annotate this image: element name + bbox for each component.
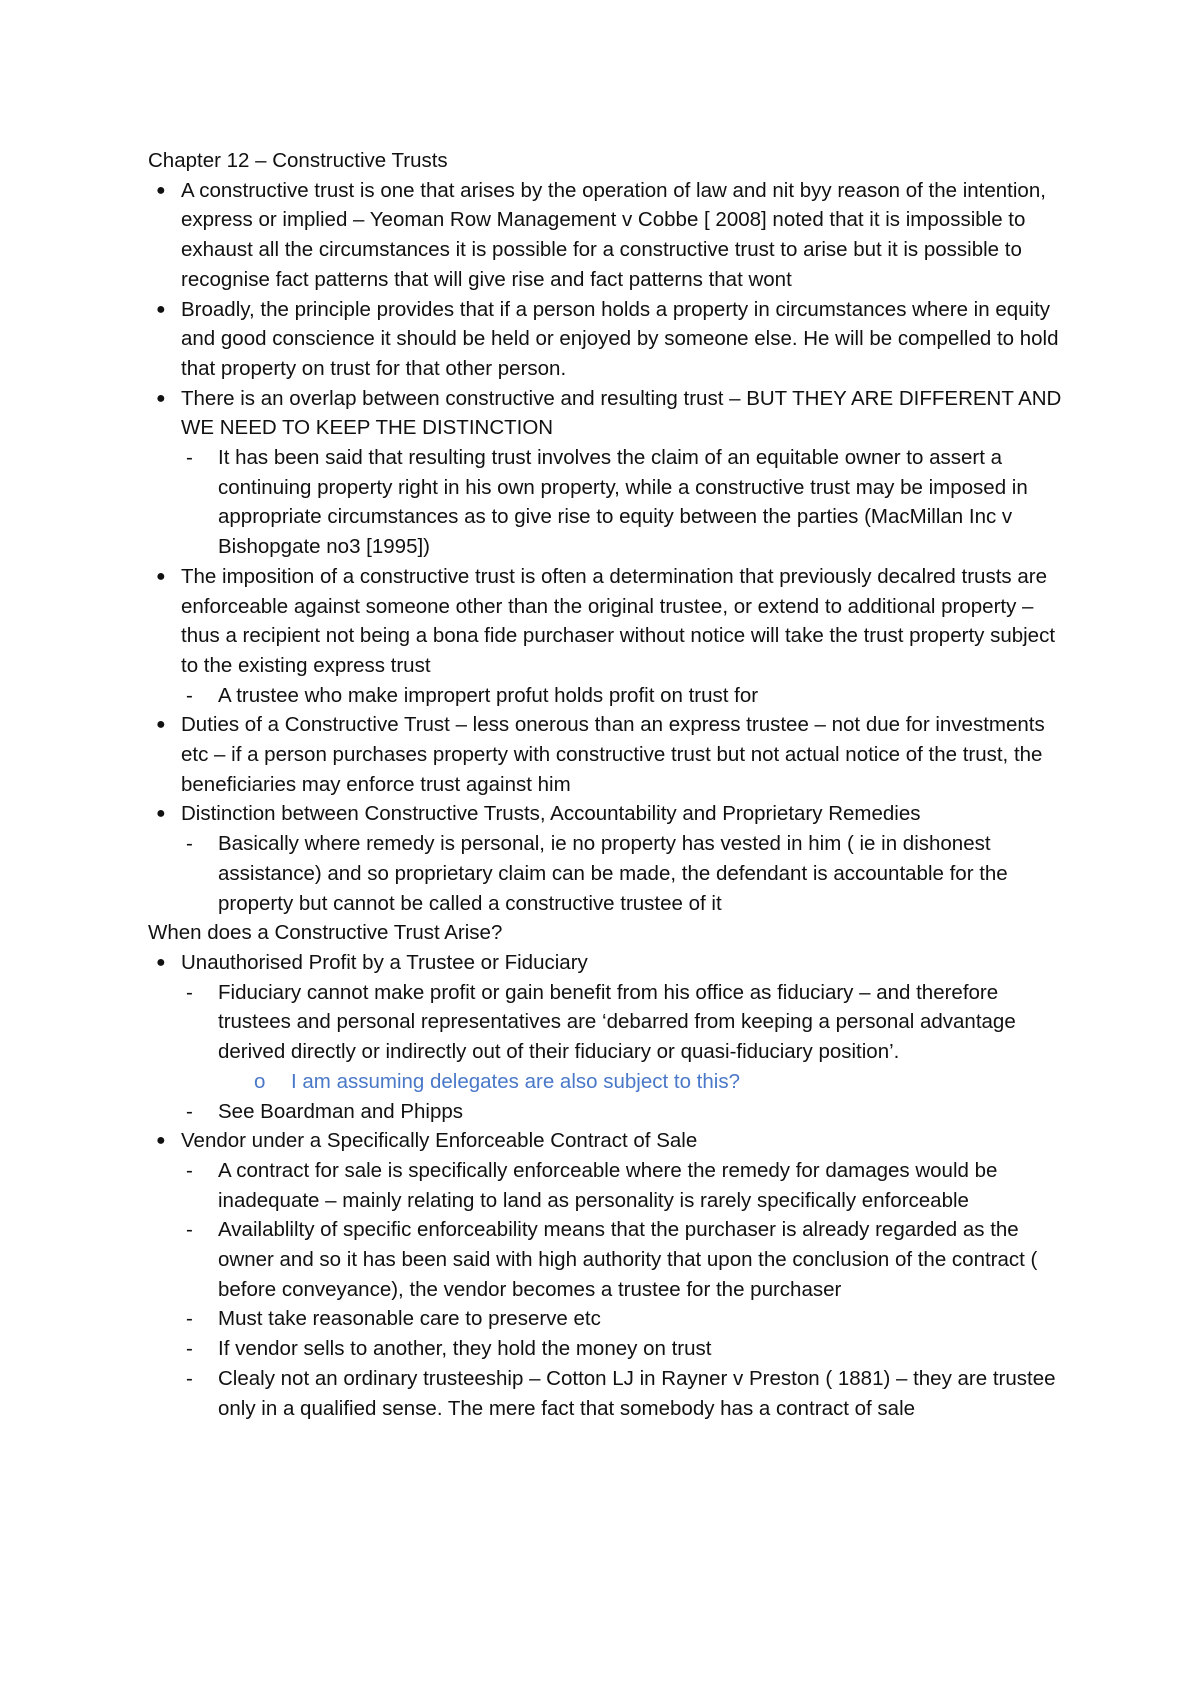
list-item-text: Duties of a Constructive Trust – less onerous than an express trustee – not due for investments etc – if a person purchases property with constructive trust but not actual notice of the trust, the beneficiaries may enforce trust against him bbox=[181, 713, 1045, 796]
sub-list-item bbox=[148, 443, 1068, 562]
dash-icon: - bbox=[186, 832, 193, 856]
sub-list-item bbox=[148, 829, 1068, 918]
list-item-text: Distinction between Constructive Trusts, Accountability and Proprietary Remedies bbox=[181, 802, 921, 826]
list-item bbox=[148, 948, 1068, 978]
sub-list-item-text: It has been said that resulting trust involves the claim of an equitable owner to assert a continuing property right in his own property, while a constructive trust may be imposed in appropriate circumstances as to give rise to equity between the parties (MacMillan Inc v Bishopgate no3 [1995]) bbox=[218, 446, 1028, 559]
sub-list-item-text: Availablilty of specific enforceability means that the purchaser is already regarded as the owner and so it has been said with high authority that upon the conclusion of the contract ( before conveyance), the vendor becomes a trustee for the purchaser bbox=[218, 1218, 1038, 1301]
list-item bbox=[148, 295, 1068, 384]
sub-list-item bbox=[148, 681, 1068, 711]
list-item-text: Vendor under a Specifically Enforceable Contract of Sale bbox=[181, 1129, 698, 1153]
dash-icon: - bbox=[186, 1307, 193, 1331]
list-item bbox=[148, 1126, 1068, 1156]
bullet-icon: ● bbox=[156, 953, 166, 971]
sub-list-item-text: See Boardman and Phipps bbox=[218, 1099, 464, 1123]
list-item-text: The imposition of a constructive trust is often a determination that previously decalred trusts are enforceable against someone other than the original trustee, or extend to additional property – thus a recipient not being a bona fide purchaser without notice will take the trust property subject to the existing express trust bbox=[181, 564, 1056, 677]
sub-list-item bbox=[148, 1304, 1068, 1334]
bullet-icon: ● bbox=[156, 300, 166, 318]
sub-list-item-text: Fiduciary cannot make profit or gain benefit from his office as fiduciary – and therefore trustees and personal representatives are ‘debarred from keeping a personal advantage derived directly or indirectly out of their fiduciary or quasi-fiduciary position’. bbox=[218, 980, 1016, 1064]
list-item bbox=[148, 562, 1068, 681]
sub-list-item-text: A contract for sale is specifically enforceable where the remedy for damages would be inadequate – mainly relating to land as personality is rarely specifically enforceable bbox=[218, 1158, 998, 1212]
sub-list-item-text: Basically where remedy is personal, ie no property has vested in him ( ie in dishonest assistance) and so proprietary claim can be made, the defendant is accountable for the property but cannot be called a constructive trustee of it bbox=[218, 832, 1008, 915]
sub-list-item-text: A trustee who make impropert profut holds profit on trust for bbox=[218, 683, 759, 707]
dash-icon: - bbox=[186, 1099, 193, 1123]
bullet-icon: ● bbox=[156, 716, 166, 734]
section-heading: When does a Constructive Trust Arise? bbox=[148, 921, 503, 945]
sub-list-item-text: Clealy not an ordinary trusteeship – Cotton LJ in Rayner v Preston ( 1881) – they are trustee only in a qualified sense. The mere fact that somebody has a contract of sale bbox=[218, 1366, 1056, 1420]
comment-text: I am assuming delegates are also subject to this? bbox=[291, 1069, 740, 1093]
sub-list-item bbox=[148, 1364, 1068, 1423]
bullet-icon: ● bbox=[156, 567, 166, 585]
dash-icon: - bbox=[186, 980, 193, 1004]
dash-icon: - bbox=[186, 1337, 193, 1361]
list-item-text: There is an overlap between constructive and resulting trust – BUT THEY ARE DIFFERENT AND WE NEED TO KEEP THE DISTINCTION bbox=[181, 386, 1062, 440]
list-item bbox=[148, 176, 1068, 295]
dash-icon: - bbox=[186, 1158, 193, 1182]
dash-icon: - bbox=[186, 1218, 193, 1242]
sub-list-item bbox=[148, 1097, 1068, 1127]
bullet-icon: ● bbox=[156, 1132, 166, 1150]
sub-list-item bbox=[148, 978, 1068, 1067]
list-item bbox=[148, 384, 1068, 443]
list-item-text: Unauthorised Profit by a Trustee or Fiduciary bbox=[181, 950, 588, 974]
dash-icon: - bbox=[186, 683, 193, 707]
circle-icon: o bbox=[254, 1069, 266, 1093]
sub-list-item-text: Must take reasonable care to preserve etc bbox=[218, 1307, 601, 1331]
bullet-icon: ● bbox=[156, 389, 166, 407]
sub-list-item bbox=[148, 1215, 1068, 1304]
sub-list-item bbox=[148, 1156, 1068, 1215]
list-item bbox=[148, 799, 1068, 829]
dash-icon: - bbox=[186, 1366, 193, 1390]
document-body bbox=[148, 146, 1068, 1423]
bullet-icon: ● bbox=[156, 805, 166, 823]
list-item-text: A constructive trust is one that arises by the operation of law and nit byy reason of the intention, express or implied – Yeoman Row Management v Cobbe [ 2008] noted that it is impossible to exhaust all the circumstances it is possible for a constructive trust to arise but it is possible to recognise fact patterns that will give rise and fact patterns that wont bbox=[181, 178, 1046, 291]
sub-list-item-text: If vendor sells to another, they hold the money on trust bbox=[218, 1337, 712, 1361]
bullet-icon: ● bbox=[156, 181, 166, 199]
dash-icon: - bbox=[186, 446, 193, 470]
list-item-text: Broadly, the principle provides that if a person holds a property in circumstances where in equity and good conscience it should be held or enjoyed by someone else. He will be compelled to hold that property on trust for that other person. bbox=[181, 297, 1059, 380]
nested-list-item bbox=[148, 1067, 1068, 1097]
list-item bbox=[148, 710, 1068, 799]
sub-list-item bbox=[148, 1334, 1068, 1364]
chapter-heading: Chapter 12 – Constructive Trusts bbox=[148, 149, 448, 172]
